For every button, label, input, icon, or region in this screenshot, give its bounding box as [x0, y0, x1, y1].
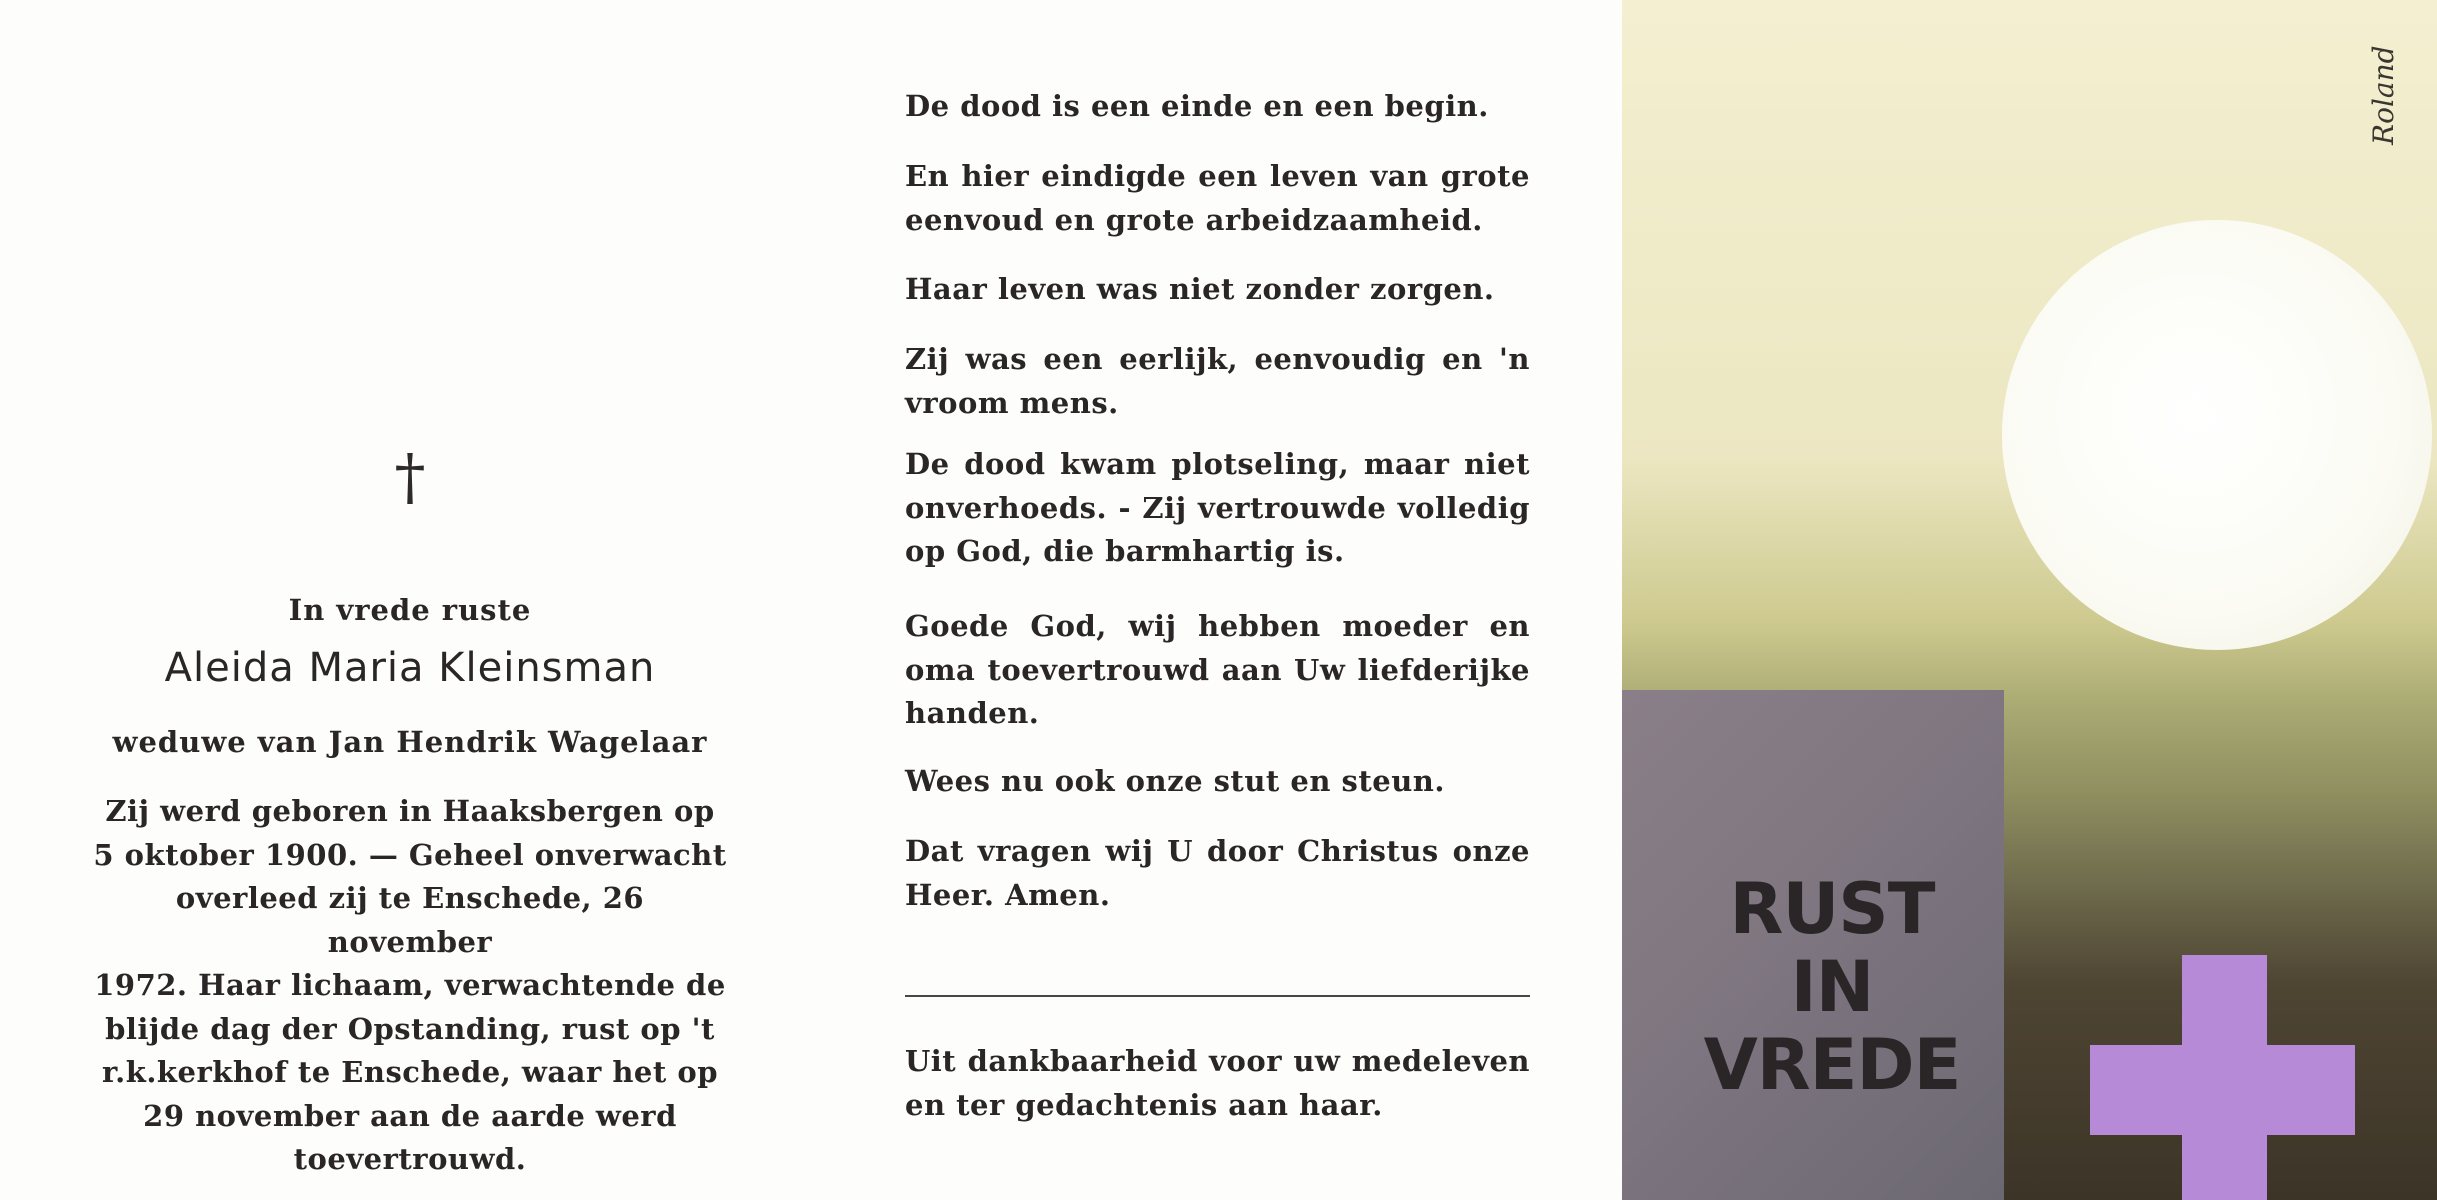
- thanks-text: Uit dankbaarheid voor uw medeleven en ter gedachtenis aan haar.: [905, 1044, 1530, 1122]
- prayer-paragraph: Zij was een eerlijk, eenvoudig en 'n vroom mens.: [905, 342, 1530, 420]
- prayer-paragraph: De dood is een einde en een begin.: [905, 89, 1489, 123]
- prayer-paragraph: Wees nu ook onze stut en steun.: [905, 764, 1445, 798]
- stone-line: IN: [1790, 946, 1874, 1028]
- biography: [90, 790, 730, 1182]
- bio-line: Zij werd geboren in Haaksbergen op: [105, 794, 715, 828]
- gravestone: [1622, 690, 2004, 1200]
- purple-cross-horizontal: [2090, 1045, 2355, 1135]
- left-panel: [0, 0, 820, 1200]
- bio-line: r.k.kerkhof te Enschede, waar het op: [102, 1055, 718, 1089]
- prayer-paragraph: Dat vragen wij U door Christus onze Heer. Amen.: [905, 834, 1530, 912]
- sun-circle: [2002, 220, 2432, 650]
- bio-line: blijde dag der Opstanding, rust op 't: [105, 1011, 715, 1046]
- signature-text: Roland: [2367, 45, 2400, 145]
- bio-line: 29 november aan de aarde werd: [143, 1098, 677, 1133]
- middle-panel: [820, 0, 1620, 1200]
- rest-in-peace-heading: In vrede ruste: [288, 593, 532, 627]
- prayer-paragraph: Haar leven was niet zonder zorgen.: [905, 272, 1495, 306]
- artist-signature: [2367, 30, 2407, 150]
- bio-line: overleed zij te Enschede, 26 november: [175, 881, 645, 959]
- bio-line: toevertrouwd.: [293, 1142, 527, 1176]
- widow-of-line: weduwe van Jan Hendrik Wagelaar: [112, 725, 708, 759]
- deceased-name: Aleida Maria Kleinsman: [164, 645, 656, 691]
- stone-line: RUST: [1729, 868, 1935, 950]
- prayer-paragraph: Goede God, wij hebben moeder en oma toevertrouwd aan Uw liefderijke handen.: [905, 609, 1530, 730]
- cover-illustration: [1622, 0, 2437, 1200]
- prayer-paragraph: En hier eindigde een leven van grote eenvoud en grote arbeidzaamheid.: [905, 159, 1530, 237]
- rust-in-vrede-text: [1687, 870, 1977, 1104]
- cross-symbol: †: [394, 440, 426, 513]
- divider-line: [905, 995, 1530, 997]
- stone-line: VREDE: [1703, 1024, 1961, 1106]
- bio-line: 5 oktober 1900. — Geheel onverwacht: [93, 837, 727, 872]
- bio-line: 1972. Haar lichaam, verwachtende de: [94, 968, 726, 1002]
- prayer-paragraph: De dood kwam plotseling, maar niet onverhoeds. - Zij vertrouwde volledig op God, die barmhartig is.: [905, 447, 1530, 568]
